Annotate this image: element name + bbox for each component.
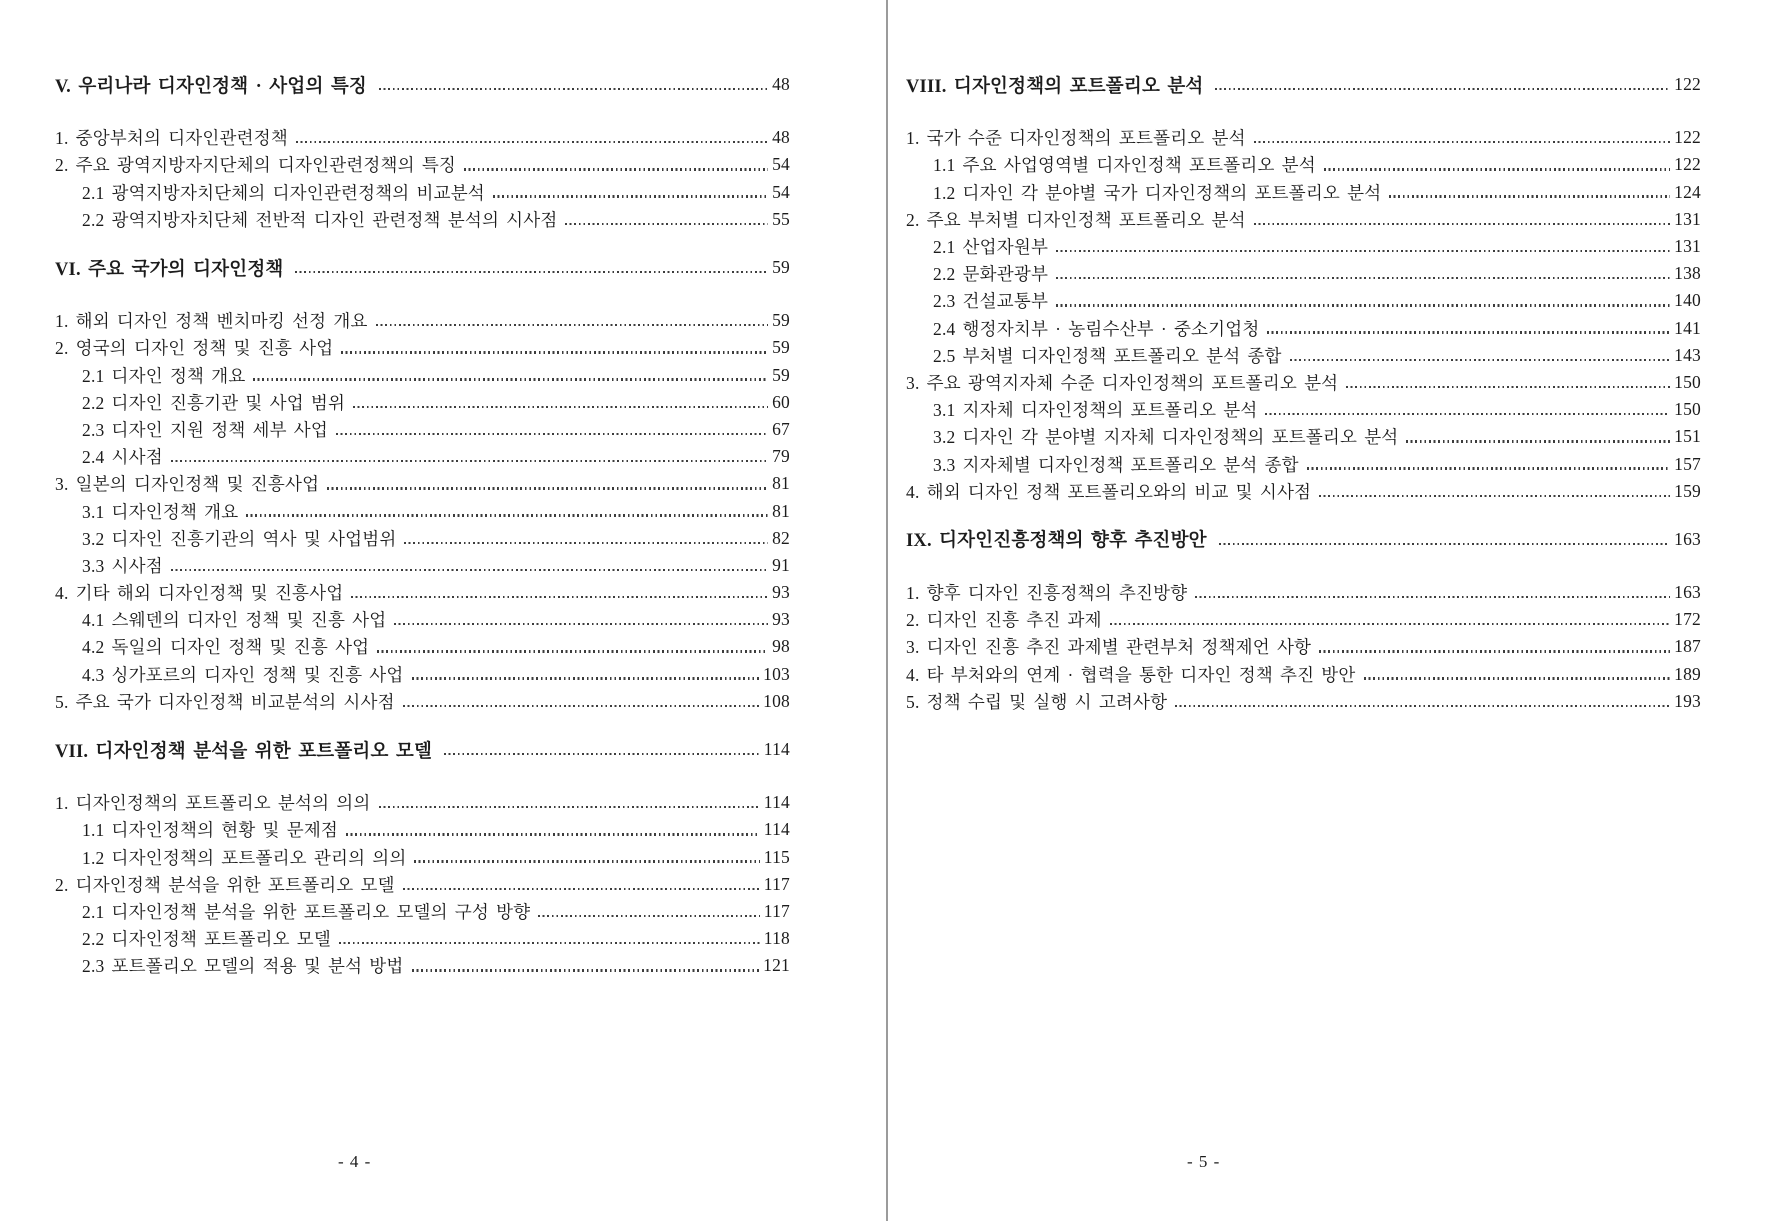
entry-label: IX. 디자인진흥정책의 향후 추진방안 — [906, 531, 1207, 552]
toc-entry — [55, 416, 790, 443]
dot-leader — [444, 753, 760, 755]
entry-page-number: 122 — [1674, 74, 1701, 95]
toc-entry — [55, 179, 790, 206]
entry-label: 2.3 디자인 지원 정책 세부 사업 — [82, 419, 329, 440]
toc-entry — [55, 362, 790, 389]
entry-page-number: 121 — [763, 955, 790, 976]
entry-label: 2.2 문화관광부 — [933, 264, 1049, 285]
entry-label: 2. 주요 부처별 디자인정책 포트폴리오 분석 — [906, 209, 1246, 230]
toc-entry-section-heading — [55, 736, 790, 763]
dot-leader — [353, 406, 768, 408]
toc-entry — [906, 688, 1701, 715]
toc-entry — [55, 334, 790, 361]
entry-label: 1. 향후 디자인 진흥정책의 추진방향 — [906, 583, 1188, 604]
dot-leader — [171, 460, 768, 462]
entry-label: 3. 주요 광역지자체 수준 디자인정책의 포트폴리오 분석 — [906, 372, 1339, 393]
page-number-footer-right: - 5 - — [1187, 1152, 1221, 1171]
dot-leader — [1265, 413, 1670, 415]
dot-leader — [1056, 304, 1670, 306]
dot-leader — [1307, 467, 1670, 469]
toc-entry — [906, 124, 1701, 151]
entry-page-number: 187 — [1674, 636, 1701, 657]
entry-page-number: 54 — [772, 181, 790, 202]
dot-leader — [1195, 596, 1670, 598]
toc-entry — [55, 952, 790, 979]
dot-leader — [1110, 623, 1670, 625]
dot-leader — [351, 596, 768, 598]
toc-entry — [55, 579, 790, 606]
dot-leader — [464, 168, 768, 170]
entry-label: 5. 정책 수립 및 실행 시 고려사항 — [906, 691, 1168, 712]
toc-entry — [55, 633, 790, 660]
entry-label: 1. 해외 디자인 정책 벤치마킹 선정 개요 — [55, 311, 368, 332]
dot-leader — [1324, 168, 1670, 170]
entry-label: VI. 주요 국가의 디자인정책 — [55, 259, 284, 280]
toc-entry — [906, 423, 1701, 450]
toc-content-left — [55, 71, 790, 979]
dot-leader — [246, 514, 768, 516]
entry-page-number: 143 — [1674, 344, 1701, 365]
entry-label: 2. 주요 광역지방자지단체의 디자인관련정책의 특징 — [55, 155, 457, 176]
toc-section — [906, 71, 1701, 505]
entry-page-number: 93 — [772, 609, 790, 630]
toc-entry — [906, 661, 1701, 688]
entry-label: 2.4 행정자치부 · 농림수산부 · 중소기업청 — [933, 318, 1260, 339]
entry-label: V. 우리나라 디자인정책 · 사업의 특징 — [55, 76, 367, 97]
entry-page-number: 189 — [1674, 663, 1701, 684]
dot-leader — [403, 705, 759, 707]
toc-section — [55, 254, 790, 715]
entry-page-number: 131 — [1674, 208, 1701, 229]
entry-page-number: 114 — [763, 739, 790, 760]
entry-page-number: 193 — [1674, 690, 1701, 711]
entry-label: 2.1 산업자원부 — [933, 237, 1049, 258]
entry-page-number: 122 — [1674, 154, 1701, 175]
entry-label: 2.3 건설교통부 — [933, 291, 1049, 312]
dot-leader — [404, 542, 768, 544]
toc-entry — [55, 661, 790, 688]
entry-label: 3.2 디자인 각 분야별 지자체 디자인정책의 포트폴리오 분석 — [933, 427, 1399, 448]
toc-entry-section-heading — [55, 71, 790, 98]
entry-label: 1.2 디자인정책의 포트폴리오 관리의 의의 — [82, 847, 407, 868]
dot-leader — [403, 888, 760, 890]
entry-page-number: 60 — [772, 391, 790, 412]
toc-entry — [55, 688, 790, 715]
toc-entry-section-heading — [906, 71, 1701, 98]
toc-entry — [55, 816, 790, 843]
dot-leader — [1346, 386, 1670, 388]
entry-label: 1.1 디자인정책의 현황 및 문제점 — [82, 820, 339, 841]
dot-leader — [1267, 331, 1670, 333]
entry-page-number: 79 — [772, 446, 790, 467]
entry-label: 3. 일본의 디자인정책 및 진흥사업 — [55, 474, 320, 495]
entry-page-number: 59 — [772, 337, 790, 358]
entry-label: 4.2 독일의 디자인 정책 및 진흥 사업 — [82, 637, 370, 658]
page-number-footer-left: - 4 - — [338, 1152, 372, 1171]
dot-leader — [1406, 440, 1670, 442]
entry-page-number: 117 — [763, 900, 790, 921]
entry-label: 2. 디자인정책 분석을 위한 포트폴리오 모델 — [55, 874, 395, 895]
dot-leader — [412, 677, 760, 679]
toc-content-right — [906, 71, 1701, 715]
entry-page-number: 54 — [772, 154, 790, 175]
entry-label: VIII. 디자인정책의 포트폴리오 분석 — [906, 76, 1204, 97]
dot-leader — [1219, 543, 1670, 545]
entry-page-number: 172 — [1674, 609, 1701, 630]
entry-label: 2.2 디자인 진흥기관 및 사업 범위 — [82, 392, 346, 413]
toc-entry — [55, 206, 790, 233]
toc-entry — [906, 396, 1701, 423]
toc-entry — [55, 898, 790, 925]
toc-entry — [906, 450, 1701, 477]
entry-page-number: 82 — [772, 527, 790, 548]
dot-leader — [1290, 359, 1671, 361]
page-right — [887, 0, 1774, 1221]
entry-label: 2. 영국의 디자인 정책 및 진흥 사업 — [55, 338, 334, 359]
toc-entry — [55, 124, 790, 151]
toc-entry — [55, 497, 790, 524]
dot-leader — [171, 569, 768, 571]
entry-page-number: 91 — [772, 554, 790, 575]
dot-leader — [1056, 277, 1670, 279]
entry-label: 3.2 디자인 진흥기관의 역사 및 사업범위 — [82, 528, 397, 549]
dot-leader — [412, 969, 760, 971]
toc-entry — [55, 443, 790, 470]
entry-label: 2.2 광역지방자치단체 전반적 디자인 관련정책 분석의 시사점 — [82, 209, 558, 230]
toc-section — [55, 736, 790, 980]
entry-page-number: 48 — [772, 127, 790, 148]
entry-label: 4. 해외 디자인 정책 포트폴리오와의 비교 및 시사점 — [906, 481, 1312, 502]
toc-entry — [55, 844, 790, 871]
dot-leader — [379, 806, 760, 808]
toc-entry — [55, 789, 790, 816]
entry-page-number: 93 — [772, 582, 790, 603]
entry-page-number: 157 — [1674, 453, 1701, 474]
entry-label: 2.1 광역지방자치단체의 디자인관련정책의 비교분석 — [82, 182, 485, 203]
dot-leader — [538, 915, 759, 917]
entry-label: 5. 주요 국가 디자인정책 비교분석의 시사점 — [55, 691, 395, 712]
dot-leader — [376, 324, 769, 326]
dot-leader — [1254, 141, 1670, 143]
toc-entry — [906, 579, 1701, 606]
entry-page-number: 150 — [1674, 399, 1701, 420]
toc-entry — [55, 552, 790, 579]
dot-leader — [493, 195, 768, 197]
entry-label: 3.3 시사점 — [82, 555, 163, 576]
toc-entry-section-heading — [906, 526, 1701, 553]
entry-label: 2.3 포트폴리오 모델의 적용 및 분석 방법 — [82, 956, 404, 977]
entry-label: 1. 디자인정책의 포트폴리오 분석의 의의 — [55, 793, 371, 814]
toc-entry — [906, 260, 1701, 287]
dot-leader — [341, 351, 768, 353]
entry-page-number: 159 — [1674, 480, 1701, 501]
entry-label: 1.2 디자인 각 분야별 국가 디자인정책의 포트폴리오 분석 — [933, 182, 1382, 203]
entry-label: 2.4 시사점 — [82, 447, 163, 468]
dot-leader — [1319, 495, 1670, 497]
toc-entry — [906, 342, 1701, 369]
dot-leader — [1364, 677, 1671, 679]
toc-entry — [906, 369, 1701, 396]
toc-entry — [55, 470, 790, 497]
entry-page-number: 117 — [763, 873, 790, 894]
dot-leader — [346, 833, 760, 835]
dot-leader — [327, 487, 768, 489]
entry-label: 3.1 지자체 디자인정책의 포트폴리오 분석 — [933, 400, 1258, 421]
entry-page-number: 124 — [1674, 181, 1701, 202]
dot-leader — [295, 271, 768, 273]
dot-leader — [377, 650, 768, 652]
dot-leader — [1389, 195, 1670, 197]
entry-label: 4.1 스웨덴의 디자인 정책 및 진흥 사업 — [82, 610, 387, 631]
entry-page-number: 122 — [1674, 127, 1701, 148]
toc-entry — [55, 525, 790, 552]
entry-page-number: 115 — [763, 846, 790, 867]
dot-leader — [253, 378, 768, 380]
toc-entry — [906, 206, 1701, 233]
entry-label: 4.3 싱가포르의 디자인 정책 및 진흥 사업 — [82, 664, 404, 685]
entry-label: 1. 국가 수준 디자인정책의 포트폴리오 분석 — [906, 128, 1246, 149]
entry-label: 2. 디자인 진흥 추진 과제 — [906, 610, 1102, 631]
entry-page-number: 108 — [763, 690, 790, 711]
toc-entry — [906, 478, 1701, 505]
entry-label: 2.1 디자인 정책 개요 — [82, 365, 246, 386]
entry-page-number: 103 — [763, 663, 790, 684]
entry-label: 2.2 디자인정책 포트폴리오 모델 — [82, 929, 331, 950]
dot-leader — [414, 860, 759, 862]
entry-page-number: 55 — [772, 208, 790, 229]
entry-page-number: 59 — [772, 257, 790, 278]
entry-page-number: 150 — [1674, 371, 1701, 392]
dot-leader — [379, 88, 768, 90]
entry-page-number: 98 — [772, 636, 790, 657]
toc-entry — [906, 315, 1701, 342]
entry-page-number: 81 — [772, 473, 790, 494]
dot-leader — [1319, 650, 1670, 652]
toc-entry — [906, 179, 1701, 206]
toc-entry-section-heading — [55, 254, 790, 281]
entry-page-number: 59 — [772, 310, 790, 331]
dot-leader — [1215, 88, 1670, 90]
entry-label: 4. 타 부처와의 연계 · 협력을 통한 디자인 정책 추진 방안 — [906, 664, 1356, 685]
entry-label: 3. 디자인 진흥 추진 과제별 관련부처 정책제언 사항 — [906, 637, 1312, 658]
toc-entry — [906, 633, 1701, 660]
toc-entry — [906, 287, 1701, 314]
entry-label: 4. 기타 해외 디자인정책 및 진흥사업 — [55, 583, 344, 604]
dot-leader — [565, 223, 768, 225]
entry-page-number: 114 — [763, 819, 790, 840]
entry-label: 1. 중앙부처의 디자인관련정책 — [55, 128, 288, 149]
entry-page-number: 163 — [1674, 528, 1701, 549]
toc-entry — [55, 925, 790, 952]
toc-entry — [906, 606, 1701, 633]
toc-entry — [55, 389, 790, 416]
dot-leader — [1056, 250, 1670, 252]
toc-section — [906, 526, 1701, 715]
entry-label: 2.5 부처별 디자인정책 포트폴리오 분석 종합 — [933, 345, 1282, 366]
entry-page-number: 141 — [1674, 317, 1701, 338]
entry-label: VII. 디자인정책 분석을 위한 포트폴리오 모델 — [55, 741, 433, 762]
entry-label: 3.3 지자체별 디자인정책 포트폴리오 분석 종합 — [933, 454, 1299, 475]
entry-page-number: 131 — [1674, 236, 1701, 257]
entry-page-number: 48 — [772, 74, 790, 95]
toc-entry — [55, 307, 790, 334]
entry-label: 3.1 디자인정책 개요 — [82, 501, 239, 522]
entry-label: 1.1 주요 사업영역별 디자인정책 포트폴리오 분석 — [933, 155, 1316, 176]
entry-page-number: 67 — [772, 418, 790, 439]
toc-entry — [906, 151, 1701, 178]
entry-page-number: 163 — [1674, 582, 1701, 603]
dot-leader — [1175, 705, 1670, 707]
entry-page-number: 118 — [763, 928, 790, 949]
entry-label: 2.1 디자인정책 분석을 위한 포트폴리오 모델의 구성 방향 — [82, 901, 531, 922]
dot-leader — [1254, 223, 1670, 225]
entry-page-number: 81 — [772, 500, 790, 521]
entry-page-number: 59 — [772, 364, 790, 385]
dot-leader — [394, 623, 768, 625]
toc-section — [55, 71, 790, 233]
dot-leader — [336, 433, 768, 435]
toc-entry — [55, 606, 790, 633]
entry-page-number: 151 — [1674, 426, 1701, 447]
dot-leader — [296, 141, 768, 143]
toc-entry — [55, 871, 790, 898]
toc-entry — [906, 233, 1701, 260]
entry-page-number: 138 — [1674, 263, 1701, 284]
toc-entry — [55, 151, 790, 178]
entry-page-number: 140 — [1674, 290, 1701, 311]
entry-page-number: 114 — [763, 792, 790, 813]
dot-leader — [339, 942, 760, 944]
